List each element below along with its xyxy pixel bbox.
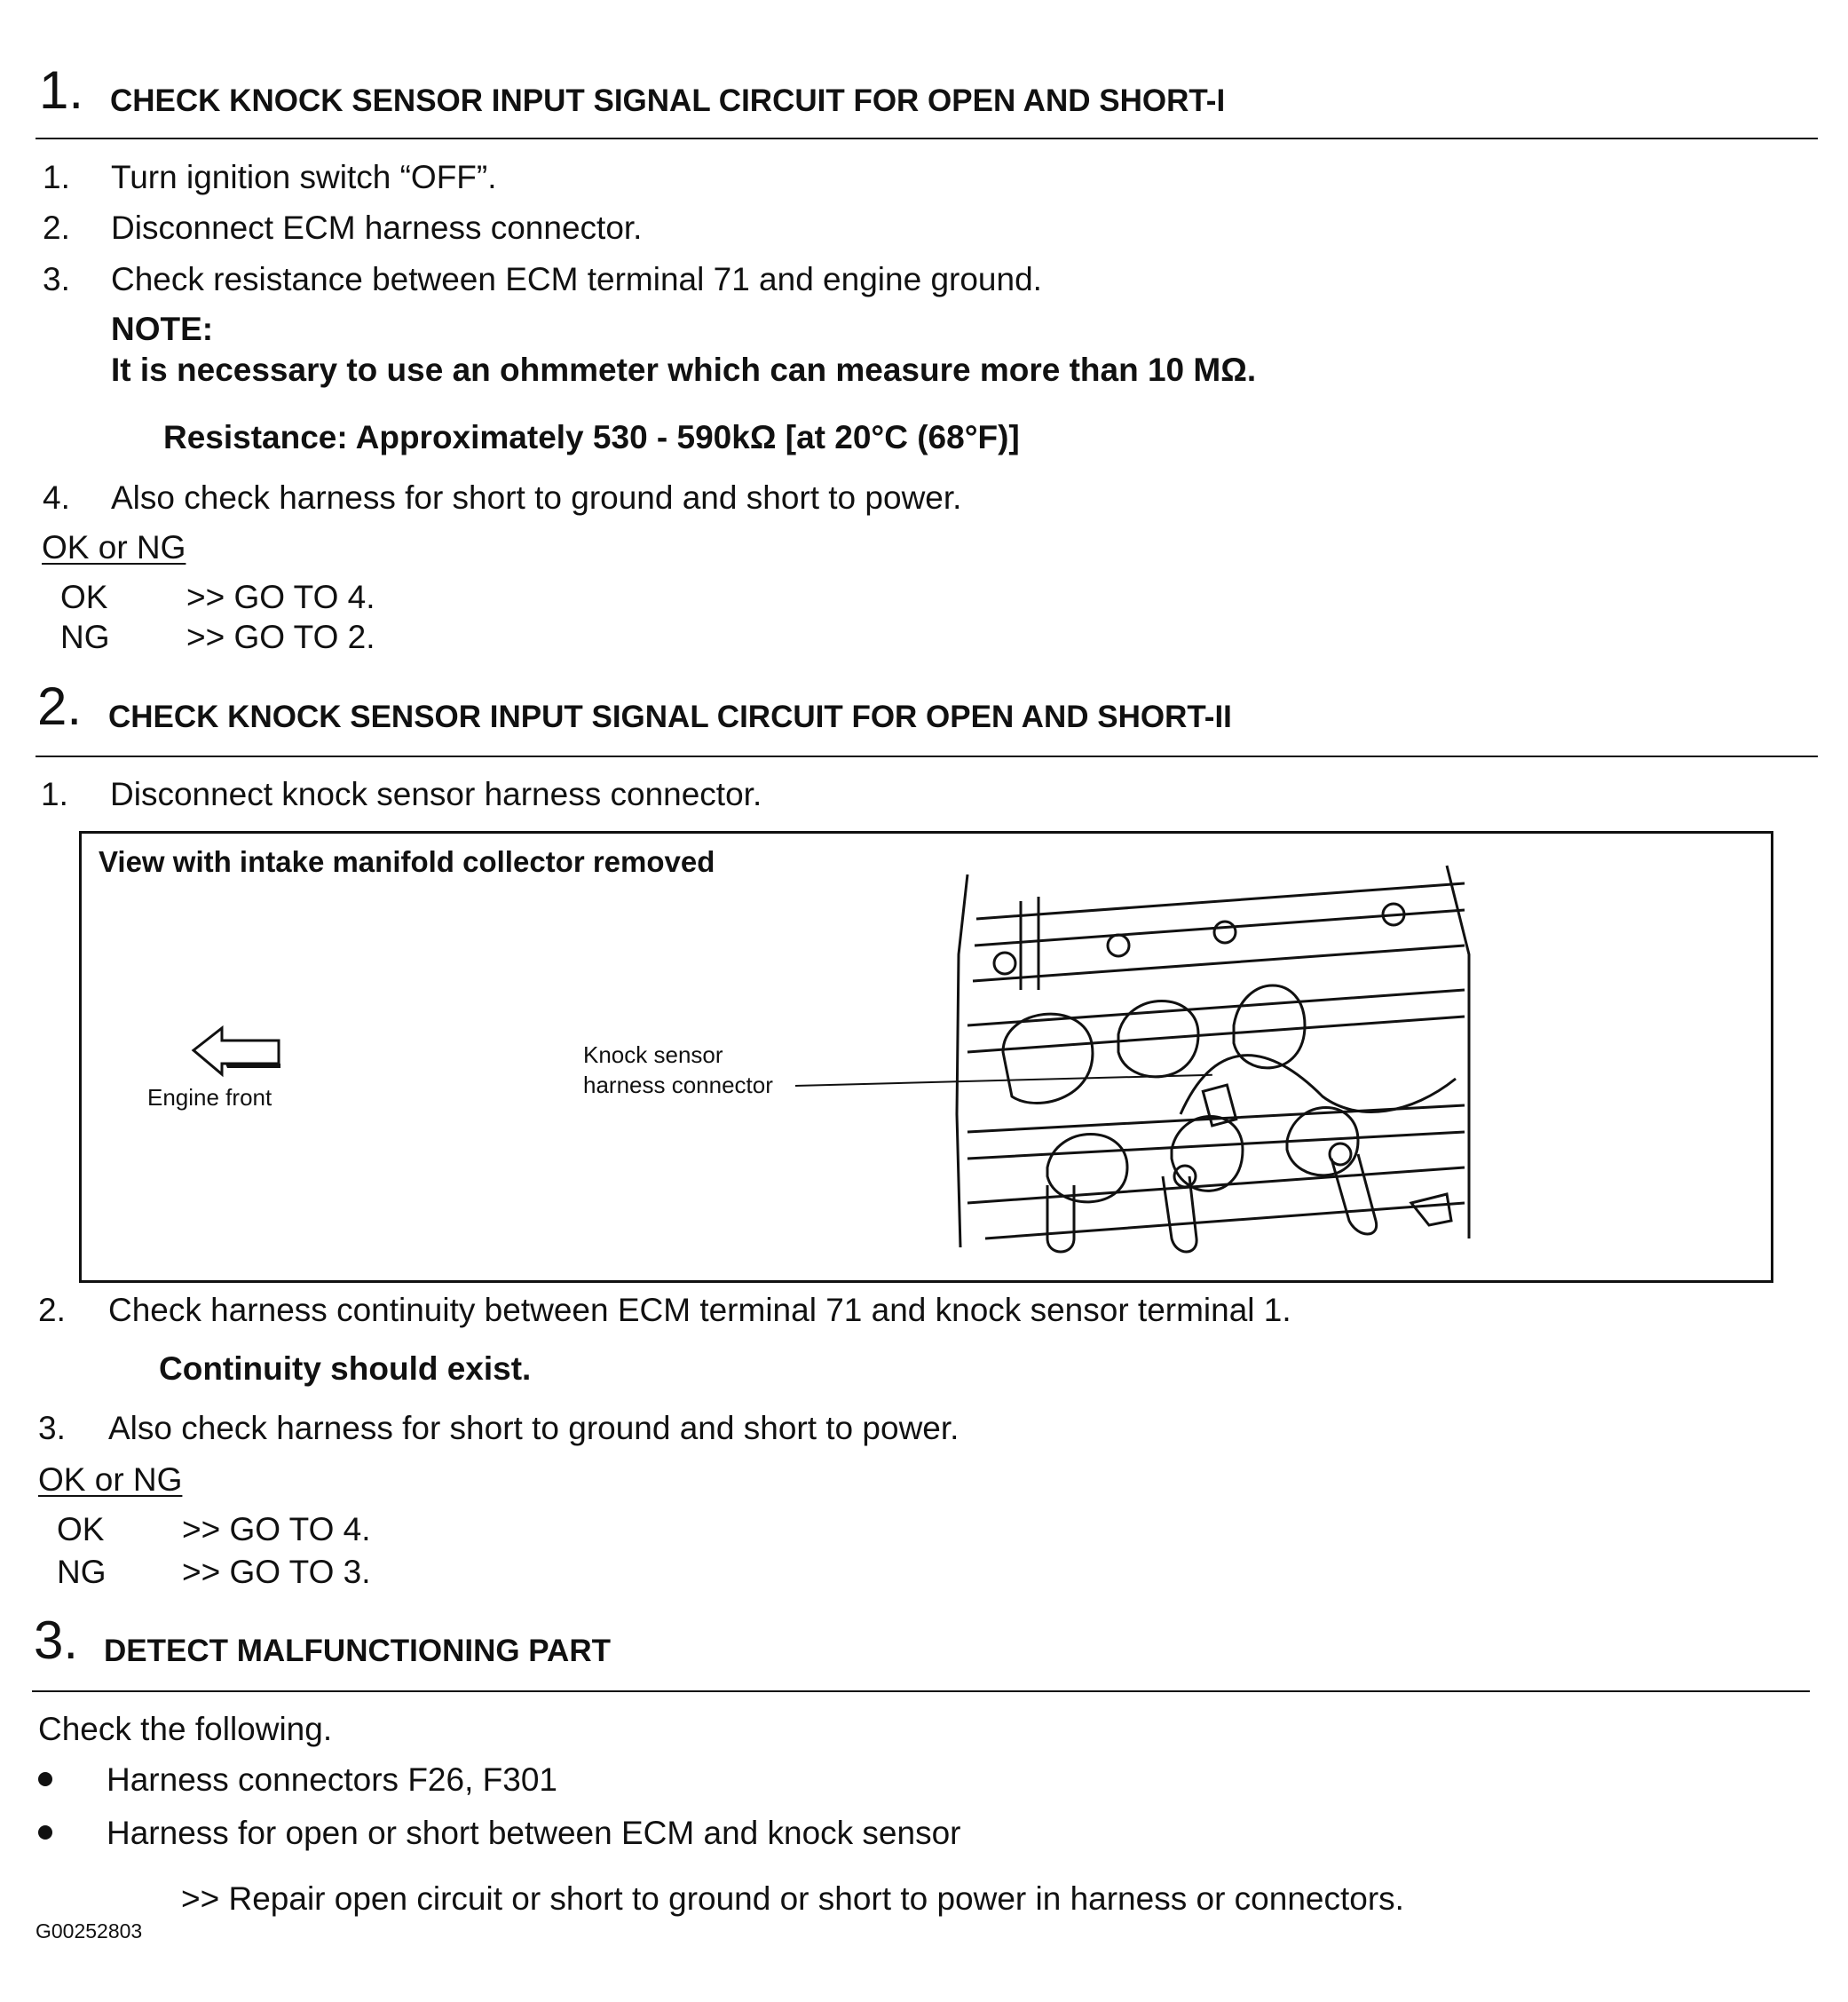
section-3-divider bbox=[32, 1690, 1810, 1692]
section-2-title: CHECK KNOCK SENSOR INPUT SIGNAL CIRCUIT FOR OPEN AND SHORT-II bbox=[108, 700, 1232, 734]
step-text: Also check harness for short to ground and short to power. bbox=[111, 479, 962, 516]
footer-code: G00252803 bbox=[36, 1919, 143, 1943]
ok-ng-label: OK or NG bbox=[42, 529, 186, 566]
step-number: 3. bbox=[38, 1410, 66, 1446]
step-number: 1. bbox=[41, 776, 68, 812]
engine-front-label: Engine front bbox=[147, 1084, 272, 1111]
section-2-divider bbox=[36, 756, 1818, 757]
figure-title: View with intake manifold collector removed bbox=[99, 845, 715, 878]
section-3-number: 3. bbox=[34, 1610, 79, 1670]
result-action: >> GO TO 2. bbox=[186, 619, 375, 655]
note-text: It is necessary to use an ohmmeter which can measure more than 10 MΩ. bbox=[111, 352, 1257, 388]
result-status: OK bbox=[57, 1511, 105, 1547]
intro-text: Check the following. bbox=[38, 1711, 333, 1747]
figure-frame bbox=[79, 831, 1773, 1283]
step-text: Disconnect ECM harness connector. bbox=[111, 210, 643, 246]
bullet-text: Harness for open or short between ECM and knock sensor bbox=[107, 1815, 961, 1851]
note-label: NOTE: bbox=[111, 311, 214, 347]
step-number: 1. bbox=[43, 159, 70, 195]
step-number: 3. bbox=[43, 261, 70, 297]
callout-label: Knock sensor bbox=[583, 1041, 723, 1068]
result-action: >> GO TO 3. bbox=[182, 1554, 371, 1590]
continuity-spec: Continuity should exist. bbox=[159, 1350, 532, 1387]
engine-illustration bbox=[950, 848, 1473, 1256]
step-text: Turn ignition switch “OFF”. bbox=[111, 159, 497, 195]
section-1-title: CHECK KNOCK SENSOR INPUT SIGNAL CIRCUIT FOR OPEN AND SHORT-I bbox=[110, 83, 1226, 118]
section-1-divider bbox=[36, 138, 1818, 139]
resistance-spec: Resistance: Approximately 530 - 590kΩ [at 20°C (68°F)] bbox=[163, 419, 1020, 455]
bullet-text: Harness connectors F26, F301 bbox=[107, 1761, 557, 1798]
step-text: Disconnect knock sensor harness connector. bbox=[110, 776, 762, 812]
section-1-number: 1. bbox=[39, 60, 84, 120]
bullet-icon bbox=[38, 1772, 52, 1786]
step-text: Also check harness for short to ground and short to power. bbox=[108, 1410, 960, 1446]
section-3-title: DETECT MALFUNCTIONING PART bbox=[104, 1634, 611, 1668]
result-status: NG bbox=[57, 1554, 107, 1590]
step-number: 4. bbox=[43, 479, 70, 516]
step-number: 2. bbox=[38, 1292, 66, 1328]
step-text: Check harness continuity between ECM terminal 71 and knock sensor terminal 1. bbox=[108, 1292, 1291, 1328]
result-action: >> GO TO 4. bbox=[182, 1511, 371, 1547]
step-number: 2. bbox=[43, 210, 70, 246]
step-text: Check resistance between ECM terminal 71 and engine ground. bbox=[111, 261, 1042, 297]
section-2-number: 2. bbox=[37, 677, 83, 736]
result-status: NG bbox=[60, 619, 110, 655]
callout-label: harness connector bbox=[583, 1072, 773, 1098]
ok-ng-label: OK or NG bbox=[38, 1461, 183, 1498]
repair-action: >> Repair open circuit or short to ground or short to power in harness or connectors. bbox=[181, 1880, 1404, 1917]
left-arrow-icon bbox=[190, 1025, 284, 1079]
result-action: >> GO TO 4. bbox=[186, 579, 375, 615]
result-status: OK bbox=[60, 579, 108, 615]
bullet-icon bbox=[38, 1825, 52, 1840]
